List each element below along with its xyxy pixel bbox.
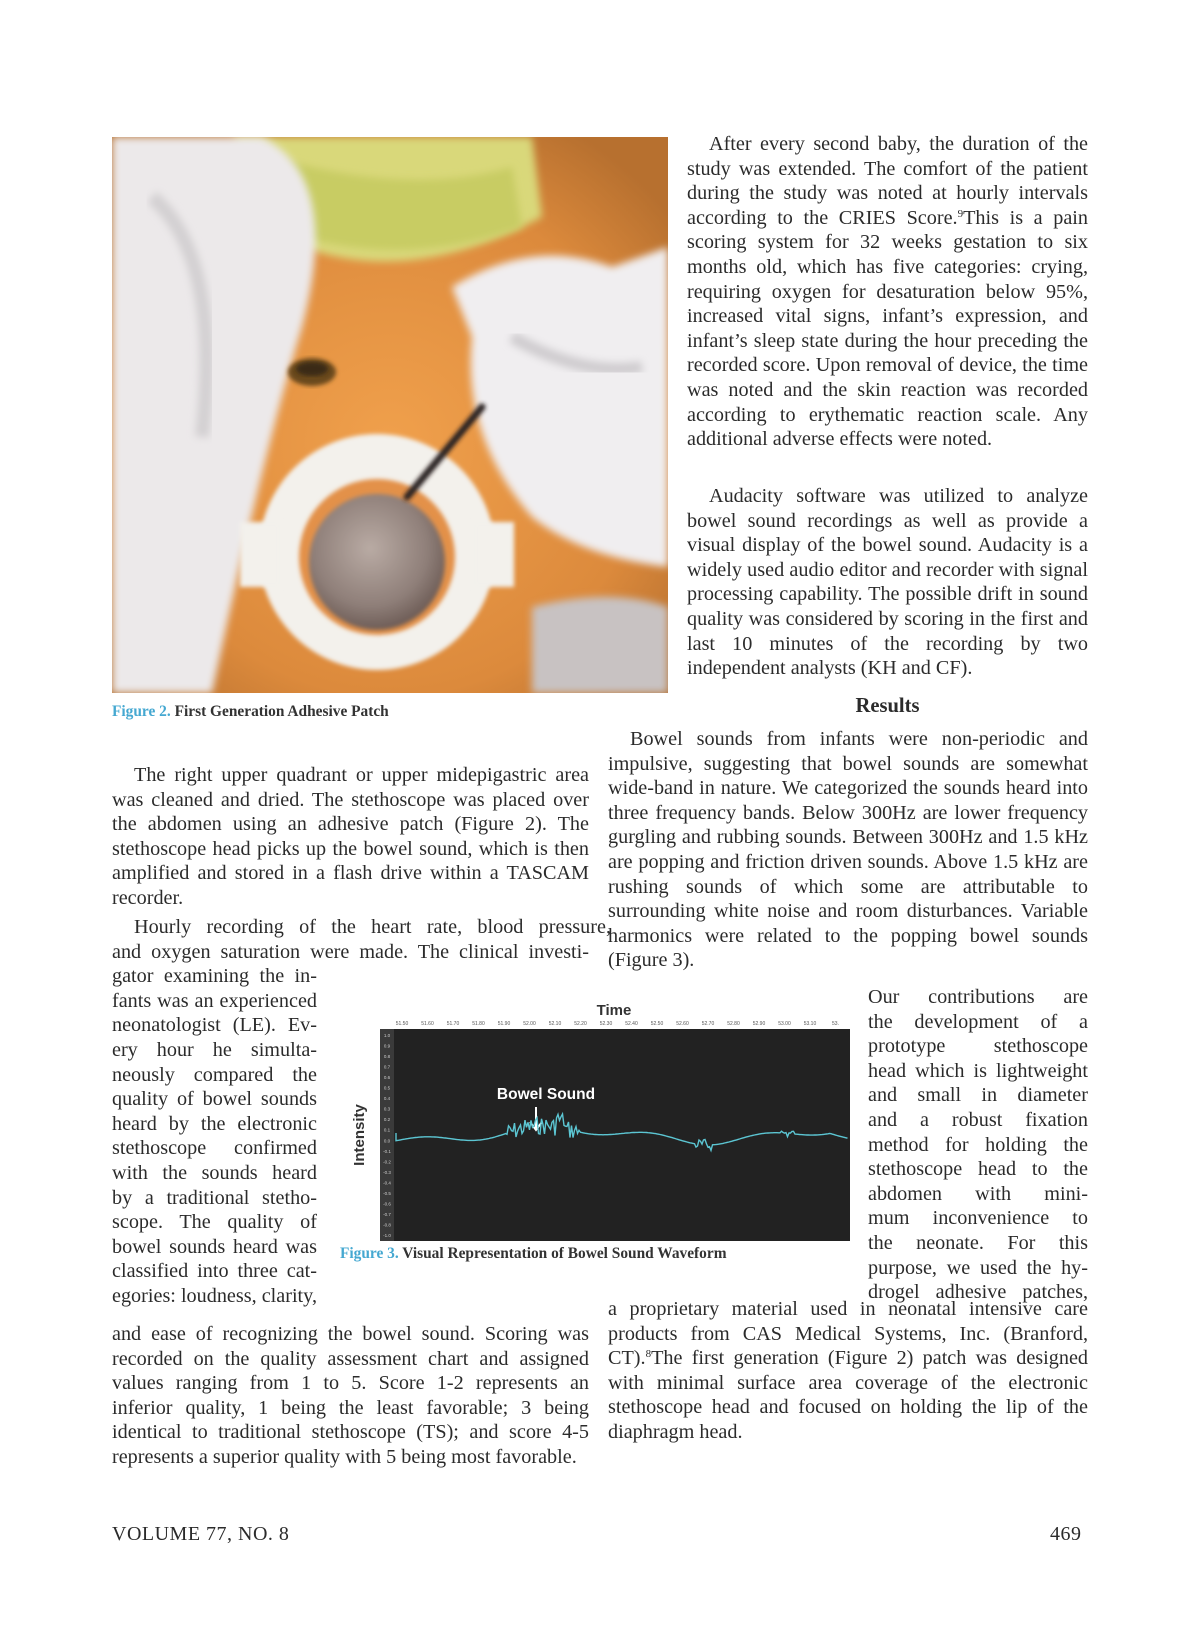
time-tick-label: 51.70 [446,1021,460,1027]
time-tick-label: 53.00 [778,1021,791,1027]
text-line: and small in diameter [868,1084,1088,1107]
text-line: by a traditional stetho- [112,1186,317,1209]
figure-2-photo [112,137,668,693]
time-tick-labels [396,1021,839,1027]
intensity-tick-label: -0.2 [383,1159,391,1165]
left-paragraph-1: The right upper quadrant or upper midepigastric area was cleaned and dried. The stethoscope was placed over the abdomen using an adhesive patch (Figure 2). The stethoscope head picks up the bowel sound, which is then amplified and stored in a flash drive within a TASCAM recorder. [112,764,589,909]
text-line: fants was an experienced [112,989,317,1012]
text-line: ery hour he simulta- [112,1038,317,1061]
text-line: heard by the electronic [112,1112,317,1135]
text-line: stethoscope head to the [868,1158,1088,1181]
intensity-tick-label: 0.4 [383,1096,391,1102]
intensity-tick-label: -1.0 [383,1233,391,1238]
intensity-tick-label: -0.7 [383,1211,391,1217]
text-line: the neonate. For this [868,1231,1088,1254]
time-tick-label: 52.20 [574,1021,587,1027]
time-tick-label: 52.10 [548,1021,562,1027]
intensity-tick-label: 0.6 [383,1075,391,1081]
page-number: 469 [1050,1523,1082,1545]
text-line: method for holding the [868,1133,1088,1156]
text-line: purpose, we used the hy- [868,1256,1088,1279]
journal-volume: VOLUME 77, NO. 8 [112,1523,290,1545]
reference-8: 8 [645,1348,652,1361]
text-line: neously compared the [112,1063,317,1086]
right-paragraph-2: Audacity software was utilized to analyze bowel sound recordings as well as provide a visual display of the bowel sound. Audacity is a widely used audio editor and recorder with signal processing capability. The possible drift in sound quality was considered by scoring in the first and last 10 minutes of the recording by two independent analysts (KH and CF). [687,485,1088,680]
time-tick-label: 52.90 [752,1021,766,1027]
bowel-sound-annotation: Bowel Sound [496,1086,596,1103]
figure-3-label: Figure 3. [340,1245,399,1262]
text-line: and a robust fixation [868,1108,1088,1131]
text-line: quality of bowel sounds [112,1088,317,1111]
text-line: egories: loudness, clarity, [112,1284,317,1307]
text-line: Our contributions are [868,986,1088,1008]
figure-2-caption [112,703,389,721]
intensity-tick-label: 1.0 [383,1033,391,1038]
text-line: neonatologist (LE). Ev- [112,1014,317,1037]
text-line: with the sounds heard [112,1161,317,1184]
time-tick-label: 51.60 [421,1021,434,1027]
right-paragraph-1-text-b: This is a pain scoring system for 32 weeks gestation to six months old, which has five categories: crying, requiring oxygen for desaturation below 95%, increased vital signs, infant’s expression, and infant’s sleep state during the hour preceding the recorded score. Upon removal of device, the time was noted and the skin reaction was recorded according to erythematic reaction scale. Any additional adverse effects were noted. [687,206,1088,451]
time-tick-label: 52.40 [625,1021,638,1027]
figure-3-title: Visual Representation of Bowel Sound Waveform [402,1245,727,1262]
intensity-tick-label: -0.4 [383,1180,391,1186]
intensity-tick-label: 0.0 [383,1138,391,1144]
text-line: Hourly recording of the heart rate, blood pressure, [134,916,611,938]
right-paragraph-1 [687,132,1088,452]
time-tick-label: 52.80 [727,1021,740,1027]
right-paragraph-3: Bowel sounds from infants were non-periodic and impulsive, suggesting that bowel sounds are somewhat wide-band in nature. We categorized the sounds heard into three frequency bands. Below 300Hz are lower frequency gurgling and rubbing sounds. Between 300Hz and 1.5 kHz are popping and friction driven sounds. Above 1.5 kHz are rushing sounds of which some are attributable to surrounding white noise and room disturbances. Variable harmonics were related to the popping bowel sounds (Figure 3). [608,728,1088,972]
time-tick-label: 51.80 [472,1021,485,1027]
intensity-tick-label: -0.1 [383,1148,391,1154]
time-tick-label: 52.60 [676,1021,689,1027]
results-heading: Results [855,695,920,717]
intensity-tick-label: -0.8 [383,1222,391,1228]
text-line: head which is lightweight [868,1059,1088,1082]
time-tick-label: 53.10 [803,1021,817,1027]
time-tick-label: 52.50 [650,1021,664,1027]
figure-3-caption [340,1245,727,1263]
right-paragraph-4-text-a: a proprietary material used in neonatal intensive care products from CAS Medical Systems, Inc. (Branford, CT). [608,1298,1088,1370]
right-paragraph-4-wrap [868,985,1088,1305]
time-tick-label: 52.00 [523,1021,536,1027]
text-line: the development of a [868,1010,1088,1033]
figure-2-label: Figure 2. [112,703,171,720]
intensity-tick-label: 0.8 [383,1054,391,1060]
time-tick-label: 51.50 [395,1021,409,1027]
intensity-tick-label: 0.3 [383,1106,391,1112]
intensity-tick-label: 0.2 [383,1117,391,1123]
time-tick-label: 52.30 [599,1021,613,1027]
right-paragraph-4-text-b: The first generation (Figure 2) patch was designed with minimal surface area coverage of the electronic stethoscope head and focused on holding the lip of the diaphragm head. [608,1347,1088,1443]
text-line: gator examining the in- [112,965,317,988]
intensity-tick-label: 0.7 [383,1064,391,1070]
text-line: bowel sounds heard was [112,1235,317,1258]
left-paragraph-2-continued: and ease of recognizing the bowel sound. Scoring was recorded on the quality assessment chart and assigned values ranging from 1 to 5. Score 1-2 represents an inferior quality, 1 being the least favorable; 3 being identical to traditional stethoscope (TS); and score 4-5 represents a superior quality with 5 being most favorable. [112,1323,589,1468]
time-tick-label: 53. [832,1021,839,1027]
time-tick-label: 51.90 [497,1021,511,1027]
text-line: scope. The quality of [112,1211,317,1234]
adhesive-patch-photo-illustration [112,137,668,693]
figure-2-title: First Generation Adhesive Patch [174,703,389,720]
intensity-tick-label: 0.1 [383,1127,391,1133]
intensity-tick-label: -0.3 [383,1169,391,1175]
intensity-ruler [380,1029,394,1241]
text-line: mum inconvenience to [868,1207,1088,1230]
intensity-tick-label: -0.5 [383,1190,391,1196]
right-paragraph-1-text-a: After every second baby, the duration of the study was extended. The comfort of the patient during the study was noted at hourly intervals according to the CRIES Score. [687,133,1088,229]
intensity-tick-label: -0.6 [383,1201,391,1207]
time-tick-label: 52.70 [701,1021,715,1027]
text-line: stethoscope confirmed [112,1137,317,1160]
y-axis-title: Intensity [351,1104,368,1166]
intensity-tick-label: 0.9 [383,1043,391,1049]
right-paragraph-4-lines [868,985,1088,1305]
reference-9: 9 [957,207,964,220]
text-line: abdomen with mini- [868,1182,1088,1205]
figure-3 [340,995,850,1245]
right-paragraph-4-continued [608,1297,1088,1445]
text-line: and oxygen saturation were made. The clinical investi- [112,940,589,963]
intensity-tick-label: 0.5 [383,1085,391,1091]
text-line: drogel adhesive patches, [868,1281,1088,1304]
text-line: classified into three cat- [112,1260,317,1283]
text-line: prototype stethoscope [868,1035,1088,1058]
x-axis-title: Time [596,1002,632,1019]
waveform-plot-area [380,1029,850,1241]
bowel-sound-waveform-chart [340,995,850,1245]
